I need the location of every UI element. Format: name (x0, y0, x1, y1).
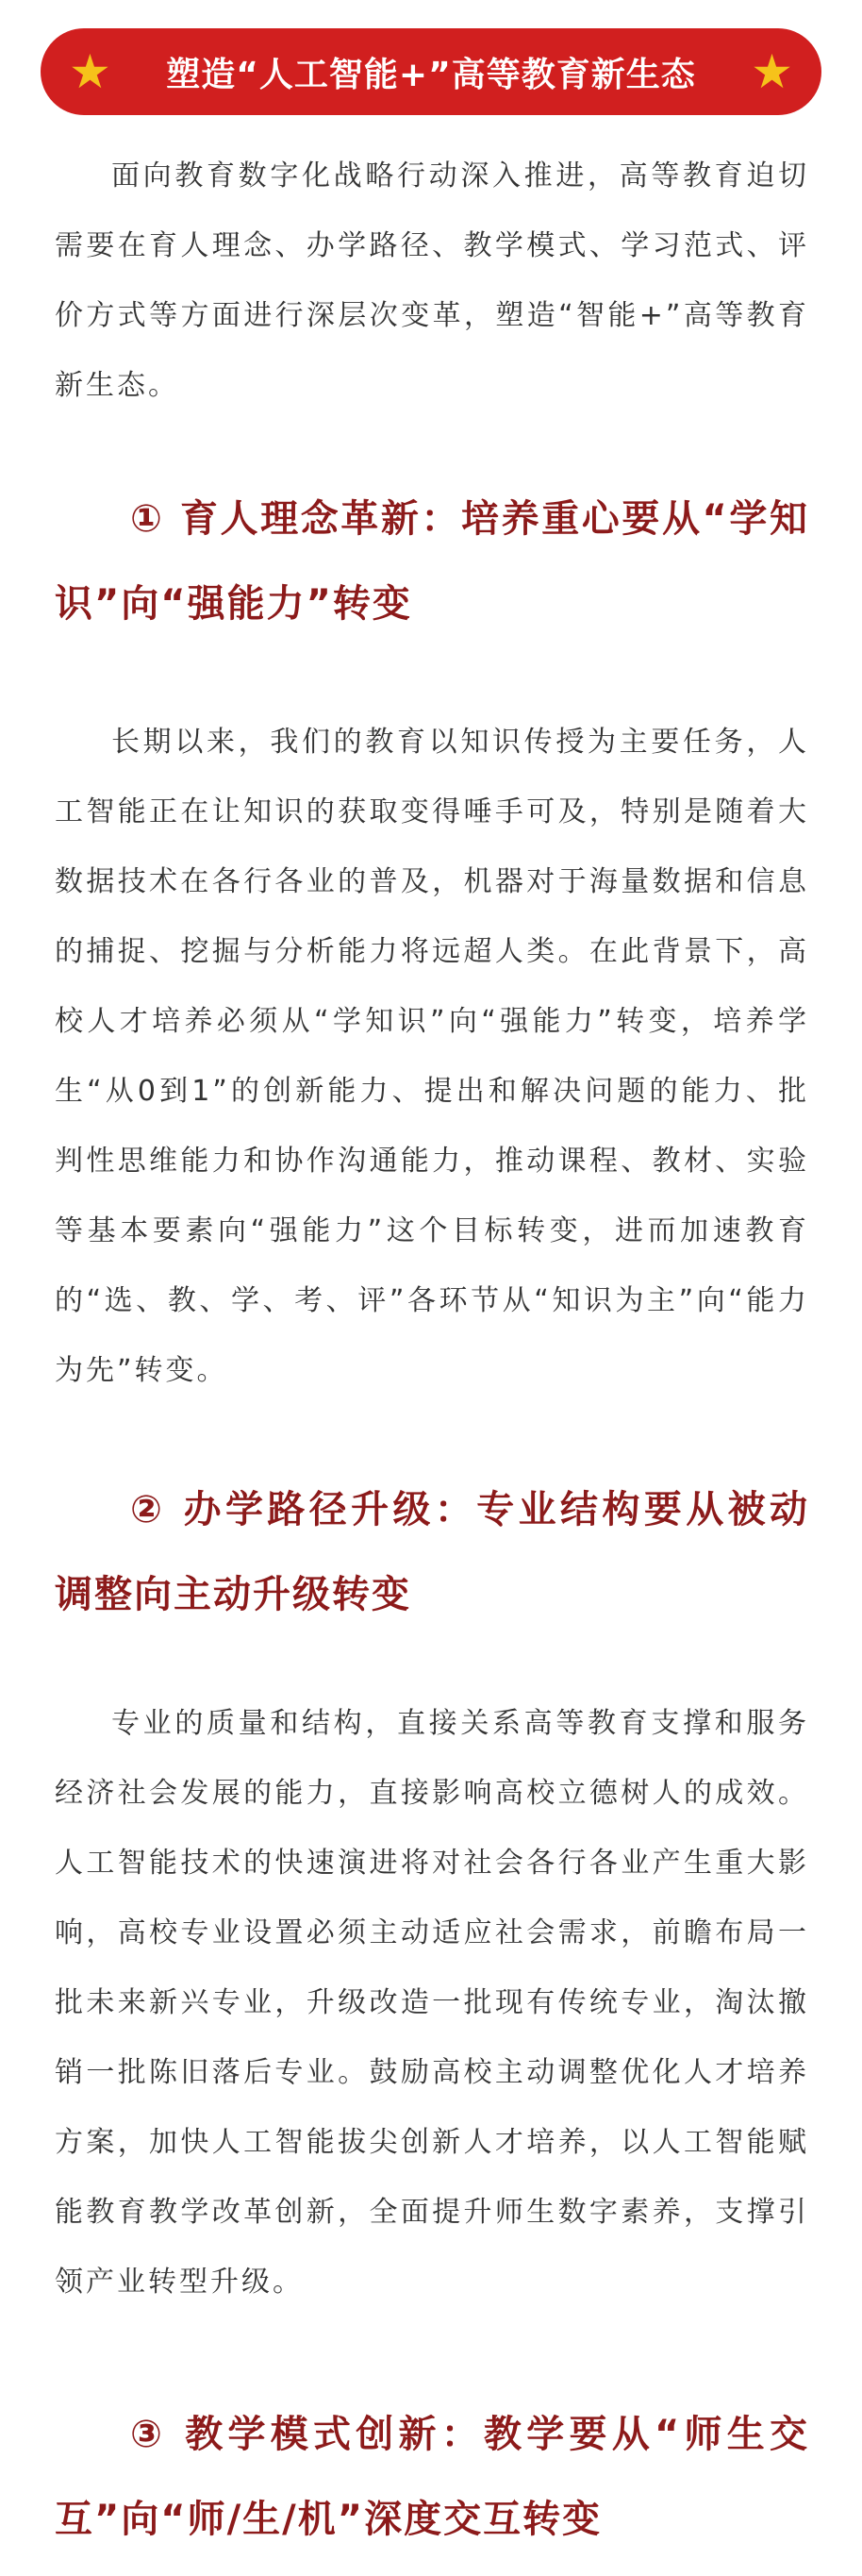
intro-paragraph: 面向教育数字化战略行动深入推进，高等教育迫切需要在育人理念、办学路径、教学模式、学习范式、评价方式等方面进行深层次变革，塑造“智能+”高等教育新生态。 (55, 159, 809, 402)
section-body-2: 专业的质量和结构，直接关系高等教育支撑和服务经济社会发展的能力，直接影响高校立德树人的成效。人工智能技术的快速演进将对社会各行各业产生重大影响，高校专业设置必须主动适应社会需求，前瞻布局一批未来新兴专业，升级改造一批现有传统专业，淘汰撤销一批陈旧落后专业。鼓励高校主动调整优化人才培养方案，加快人工智能拔尖创新人才培养，以人工智能赋能教育教学改革创新，全面提升师生数字素养，支撑引领产业转型升级。 (55, 1707, 809, 2299)
star-icon: ★ (751, 44, 793, 99)
section-heading-2: ② 办学路径升级：专业结构要从被动调整向主动升级转变 (55, 1488, 809, 1616)
banner-title: 塑造“人工智能+”高等教育新生态 (166, 55, 696, 94)
title-banner (41, 28, 821, 115)
star-icon: ★ (69, 44, 111, 99)
section-heading-3: ③ 教学模式创新：教学要从“师生交互”向“师/生/机”深度交互转变 (55, 2413, 809, 2541)
section-heading-1: ① 育人理念革新：培养重心要从“学知识”向“强能力”转变 (55, 497, 809, 626)
section-body-1: 长期以来，我们的教育以知识传授为主要任务，人工智能正在让知识的获取变得唾手可及，特别是随着大数据技术在各行各业的普及，机器对于海量数据和信息的捕捉、挖掘与分析能力将远超人类。在此背景下，高校人才培养必须从“学知识”向“强能力”转变，培养学生“从0到1”的创新能力、提出和解决问题的能力、批判性思维能力和协作沟通能力，推动课程、教材、实验等基本要素向“强能力”这个目标转变，进而加速教育的“选、教、学、考、评”各环节从“知识为主”向“能力为先”转变。 (55, 726, 809, 1387)
